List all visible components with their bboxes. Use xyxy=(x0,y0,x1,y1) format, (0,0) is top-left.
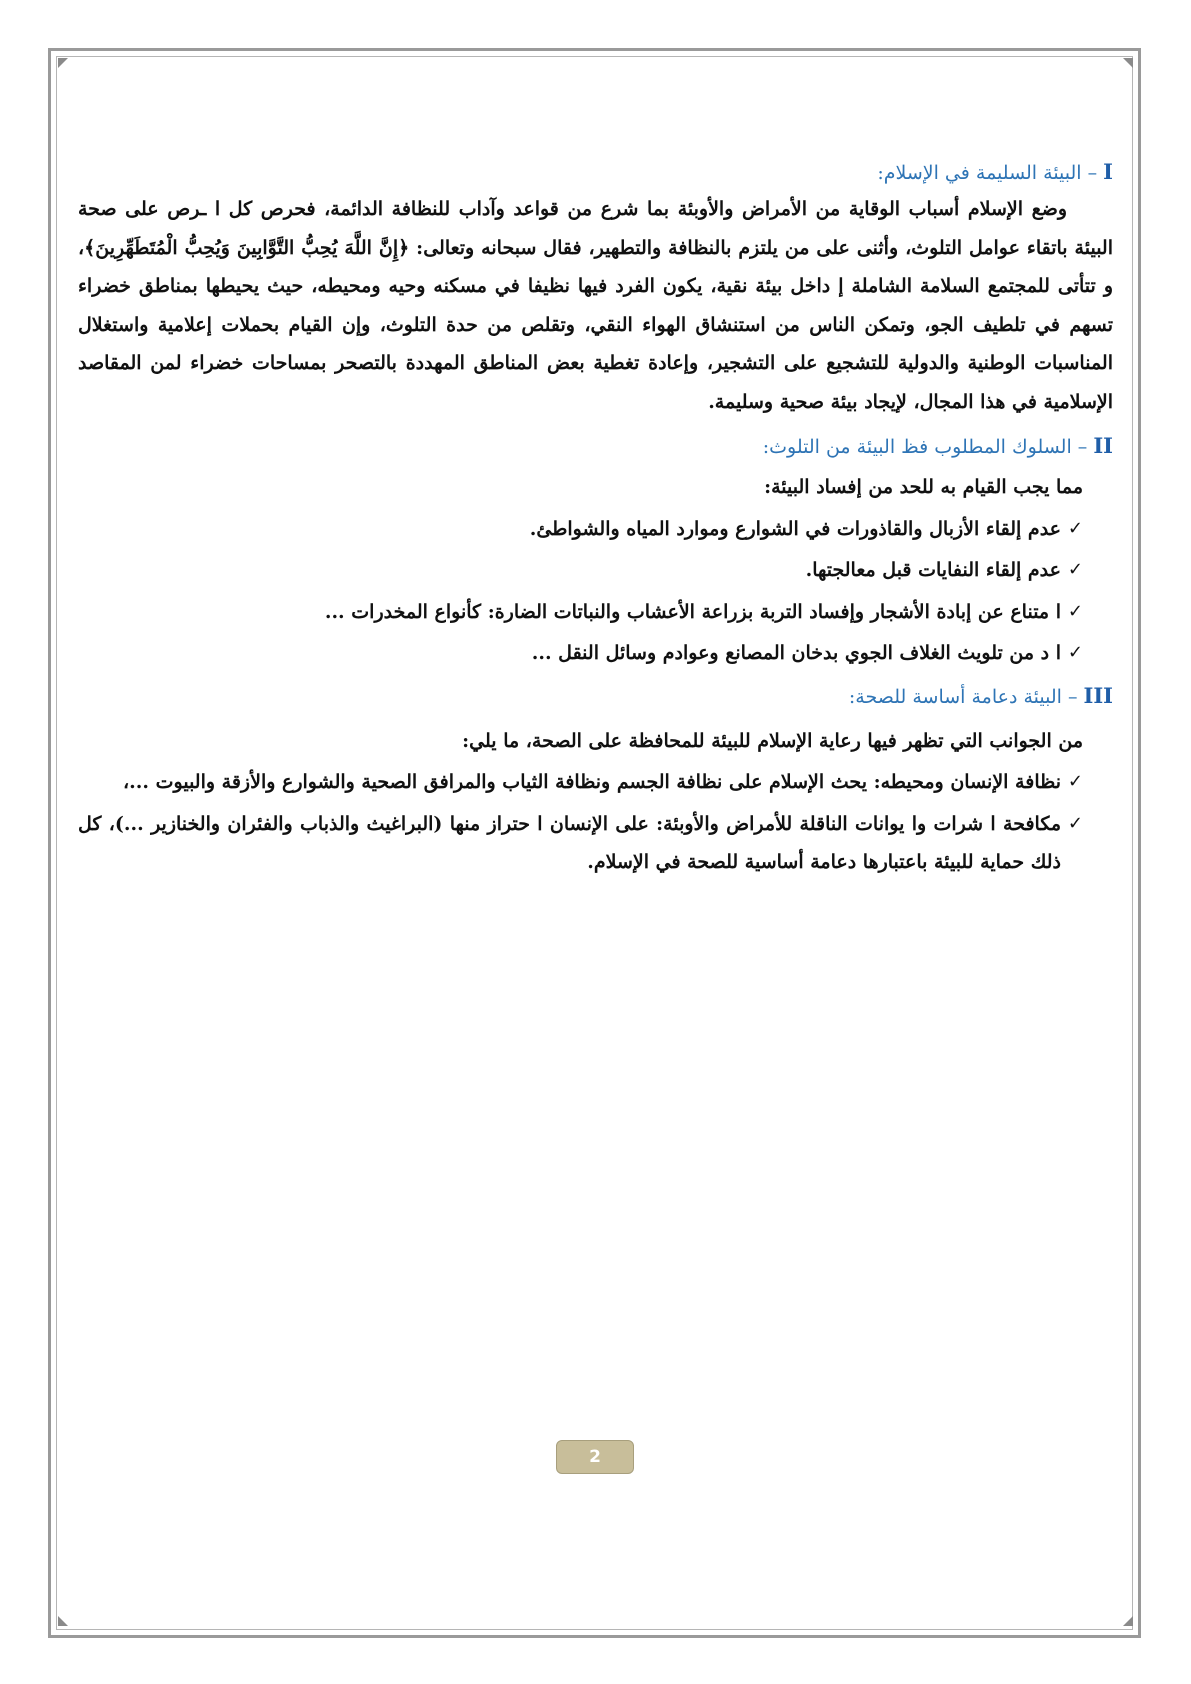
list-item xyxy=(78,593,1113,632)
check-icon: ✓ xyxy=(1067,600,1083,622)
section1-number: I xyxy=(1103,159,1113,184)
section3-intro: من الجوانب التي تظهر فيها رعاية الإسلام للبيئة للمحافظة على الصحة، ما يلي: xyxy=(462,729,1083,752)
check-icon: ✓ xyxy=(1067,559,1083,580)
list-item xyxy=(78,805,1113,882)
section-required-behavior xyxy=(78,429,1113,673)
list-item-text: ا د من تلويث الغلاف الجوي بدخان المصانع وعوادم وسائل النقل ... xyxy=(531,642,1061,664)
list-item-text: نظافة الإنسان ومحيطه: يحث الإسلام على نظافة الجسم ونظافة الثياب والمرافق الصحية والشوارع والأزقة والبيوت ...، xyxy=(123,771,1061,793)
check-icon: ✓ xyxy=(1067,812,1083,834)
section2-heading xyxy=(78,429,1113,464)
page-number-badge: 2 xyxy=(556,1440,634,1474)
corner-ornament-top-right xyxy=(1123,58,1133,68)
check-icon: ✓ xyxy=(1067,642,1083,663)
section1-title: – البيئة السليمة في الإسلام: xyxy=(877,162,1104,184)
section1-paragraph: وضع الإسلام أسباب الوقاية من الأمراض والأوبئة بما شرع من قواعد وآداب للنظافة الدائمة، فحرص كل ا ـرص على صحة البيئة باتقاء عوامل التلوث، وأثنى على من يلتزم بالنظافة والتطهير، فقال سبحانه وتعالى: ﴿إِنَّ اللَّهَ يُحِبُّ التَّوَّابِينَ وَيُحِبُّ الْمُتَطَهِّرِينَ﴾، و تتأتى للمجتمع السلامة الشاملة إ داخل بيئة نقية، يكون الفرد فيها نظيفا في مسكنه وحيه ومحيطه، حيث يحيطها بمناطق خضراء تسهم في تلطيف الجو، وتمكن الناس من استنشاق الهواء النقي، وتقلص من حدة التلوث، وإن القيام بحملات إعلامية واستغلال المناسبات الوطنية والدولية للتشجيع على التشجير، وإعادة تغطية بعض المناطق المهددة بالتصحر بمساحات خضراء لمن المقاصد الإسلامية في هذا المجال، لإيجاد بيئة صحية وسليمة. xyxy=(78,198,1113,413)
list-item xyxy=(78,551,1113,590)
section-environment-health-pillar xyxy=(78,679,1113,882)
section2-intro: مما يجب القيام به للحد من إفساد البيئة: xyxy=(764,476,1083,498)
section2-title: – السلوك المطلوب فظ البيئة من التلوث: xyxy=(762,436,1094,458)
section3-number: III xyxy=(1083,682,1113,708)
list-item xyxy=(78,763,1113,802)
section1-heading xyxy=(78,155,1113,190)
corner-ornament-top-left xyxy=(58,58,68,68)
list-item-text: ا متناع عن إبادة الأشجار وإفساد التربة بزراعة الأعشاب والنباتات الضارة: كأنواع المخدرات ... xyxy=(324,600,1061,623)
section3-title: – البيئة دعامة أساسة للصحة: xyxy=(848,685,1084,708)
section2-checklist xyxy=(78,510,1113,673)
list-item-text: عدم إلقاء الأزبال والقاذورات في الشوارع وموارد المياه والشواطئ. xyxy=(529,517,1061,540)
list-item-text: عدم إلقاء النفايات قبل معالجتها. xyxy=(805,559,1061,581)
check-icon: ✓ xyxy=(1067,517,1083,539)
corner-ornament-bottom-right xyxy=(1123,1616,1133,1626)
list-item-text: مكافحة ا شرات وا يوانات الناقلة للأمراض والأوبئة: على الإنسان ا حتراز منها (البراغيث والذباب والفئران والخنازير ...)، كل ذلك حماية للبيئة باعتبارها دعامة أساسية للصحة في الإسلام. xyxy=(78,812,1061,873)
section3-heading xyxy=(78,679,1113,714)
check-icon: ✓ xyxy=(1067,771,1083,792)
list-item xyxy=(78,510,1113,549)
list-item xyxy=(78,634,1113,673)
section2-number: II xyxy=(1093,433,1113,458)
section-healthy-environment xyxy=(78,155,1113,421)
document-body xyxy=(78,155,1113,885)
corner-ornament-bottom-left xyxy=(58,1616,68,1626)
section3-checklist xyxy=(78,763,1113,882)
